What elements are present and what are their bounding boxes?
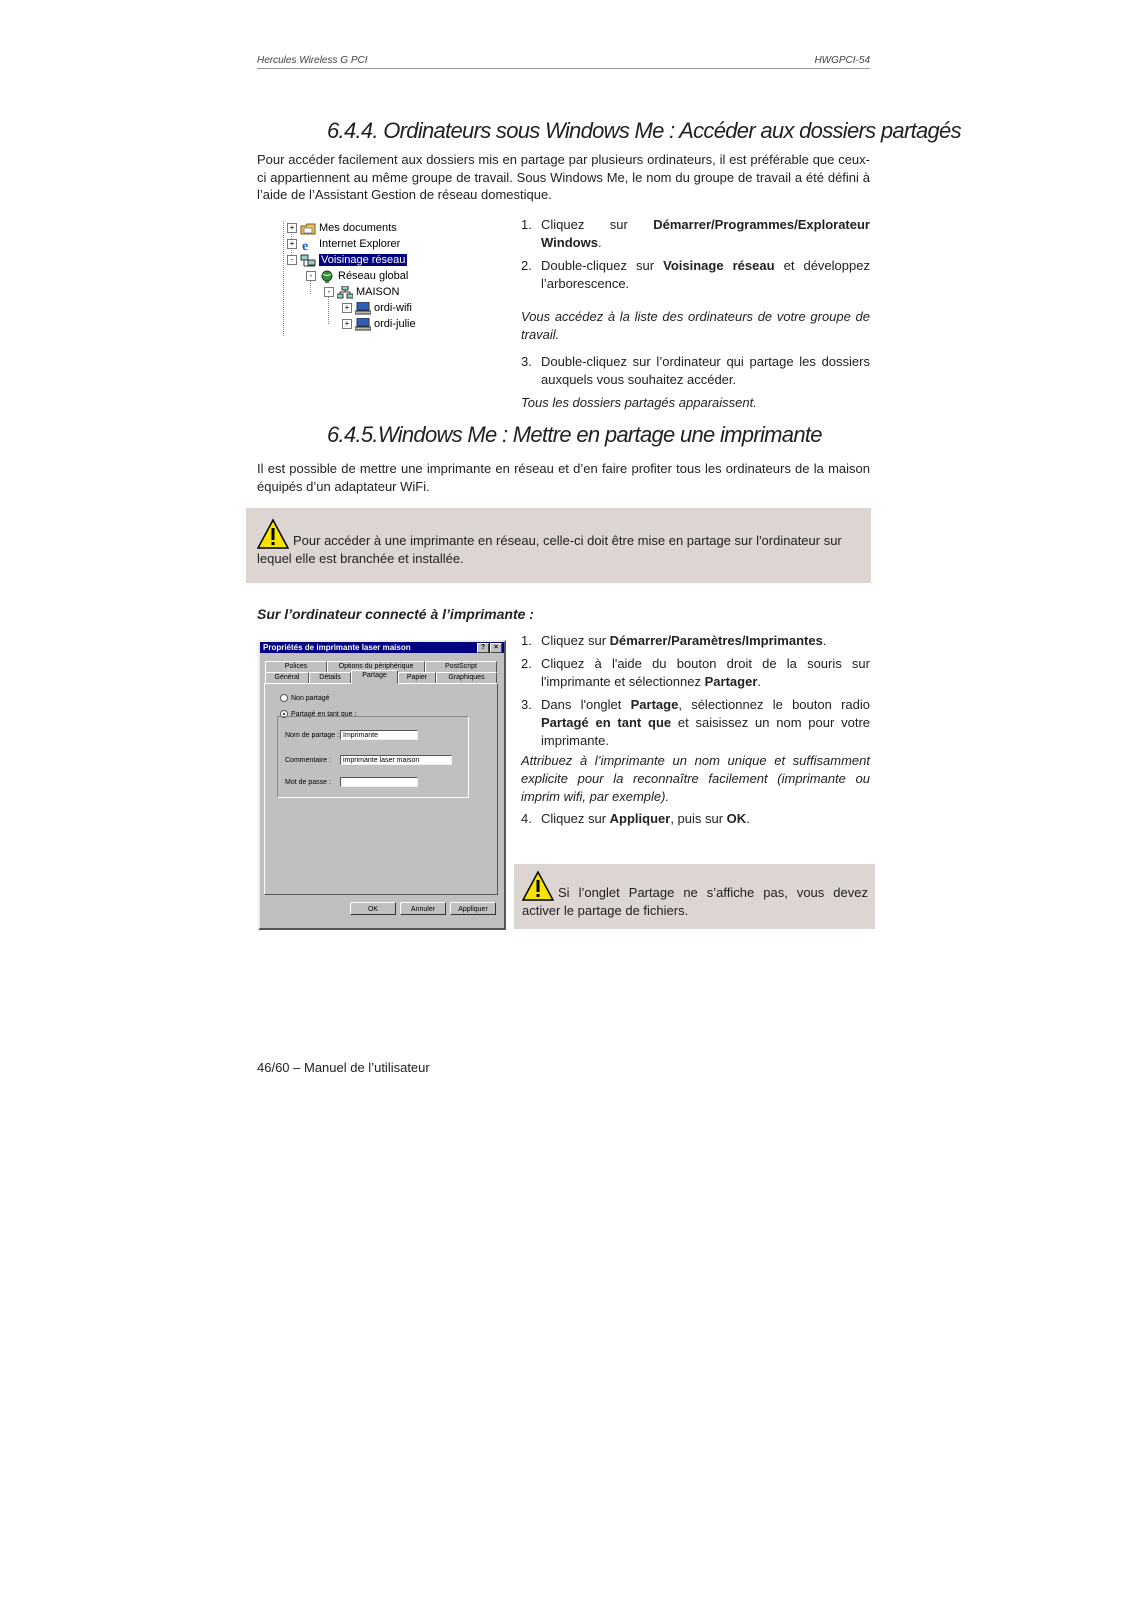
collapse-icon[interactable]: - xyxy=(306,271,316,281)
password-label: Mot de passe : xyxy=(285,779,331,786)
collapse-icon[interactable]: - xyxy=(287,255,297,265)
radio-icon xyxy=(280,694,288,702)
radio-shared-as[interactable]: Partagé en tant que : xyxy=(280,710,356,718)
section-title-644: 6.4.4. Ordinateurs sous Windows Me : Accéder aux dossiers partagés xyxy=(327,118,961,143)
tree-item-voisinage-reseau[interactable]: - Voisinage réseau xyxy=(287,253,407,268)
tab-postscript[interactable]: PostScript xyxy=(425,661,497,673)
folder-icon xyxy=(300,222,316,235)
network-icon xyxy=(300,254,316,267)
note-printer-name: Attribuez à l’imprimante un nom unique et suffisamment explicite pour la reconnaître facilement (imprimante ou imprim wifi, par exemple). xyxy=(521,753,870,804)
warning-icon xyxy=(522,870,554,902)
password-field[interactable] xyxy=(340,777,418,787)
list-item: 2. Double-cliquez sur Voisinage réseau et développez l’arborescence. xyxy=(521,258,870,291)
header-right: HWGPCI-54 xyxy=(814,55,870,66)
warning-icon xyxy=(257,518,289,550)
tab-options-peripherique[interactable]: Options du périphérique xyxy=(327,661,425,673)
share-name-field[interactable]: Imprimante xyxy=(340,730,418,740)
section2-intro: Il est possible de mettre une imprimante en réseau et d’en faire profiter tous les ordinateurs de la maison équipés d’un adaptateur WiFi. xyxy=(257,461,870,494)
explorer-tree-image xyxy=(283,221,433,336)
globe-icon xyxy=(319,270,335,283)
list-item: 3. Dans l'onglet Partage, sélectionnez le bouton radio Partagé en tant que et saisissez un nom pour votre imprimante. xyxy=(521,697,871,748)
tree-item-maison[interactable]: - MAISON xyxy=(324,285,399,300)
header-left: Hercules Wireless G PCI xyxy=(257,55,368,66)
workgroup-icon xyxy=(337,286,353,299)
list-item: 1. Cliquez sur Démarrer/Programmes/Explorateur Windows. xyxy=(521,217,870,250)
tree-item-reseau-global[interactable]: - Réseau global xyxy=(306,269,408,284)
comment-field[interactable]: imprimante laser maison xyxy=(340,755,452,765)
share-name-label: Nom de partage : xyxy=(285,732,340,739)
expand-icon[interactable]: + xyxy=(287,239,297,249)
warning-box-2 xyxy=(514,864,875,929)
warning-text-wrap xyxy=(257,518,857,568)
section2-steps-b xyxy=(521,810,870,828)
subheading-printer-computer: Sur l’ordinateur connecté à l’imprimante : xyxy=(257,606,534,622)
warning2-text: Si l’onglet Partage ne s’affiche pas, vous devez activer le partage de fichiers. xyxy=(522,885,868,918)
tree-item-ordi-wifi[interactable]: + ordi-wifi xyxy=(342,301,412,316)
list-item: 4. Cliquez sur Appliquer, puis sur OK. xyxy=(521,811,750,826)
radio-not-shared[interactable]: Non partagé xyxy=(280,694,330,702)
page-footer: 46/60 – Manuel de l’utilisateur xyxy=(257,1060,430,1075)
tree-item-mes-documents[interactable]: + Mes documents xyxy=(287,221,397,236)
section1-steps-b xyxy=(521,353,870,389)
header-divider xyxy=(257,68,870,69)
apply-button[interactable]: Appliquer xyxy=(450,902,496,915)
tab-panel xyxy=(264,683,498,895)
warning-box xyxy=(246,508,871,583)
tab-details[interactable]: Détails xyxy=(309,672,351,684)
tab-papier[interactable]: Papier xyxy=(398,672,436,684)
list-item: 1. Cliquez sur Démarrer/Paramètres/Imprimantes. xyxy=(521,633,827,648)
tab-polices[interactable]: Polices xyxy=(265,661,327,673)
computer-icon xyxy=(355,318,371,331)
section-title-645: 6.4.5.Windows Me : Mettre en partage une imprimante xyxy=(327,422,822,447)
tab-general[interactable]: Général xyxy=(265,672,309,684)
list-item: 3. Double-cliquez sur l’ordinateur qui partage les dossiers auxquels vous souhaitez accéder. xyxy=(521,354,870,387)
warning-text: Pour accéder à une imprimante en réseau, celle-ci doit être mise en partage sur l'ordinateur sur lequel elle est branchée et installée. xyxy=(257,533,842,566)
note-workgroup-list: Vous accédez à la liste des ordinateurs de votre groupe de travail. xyxy=(521,309,870,342)
expand-icon[interactable]: + xyxy=(287,223,297,233)
dialog-title: Propriétés de imprimante laser maison xyxy=(263,643,411,652)
section1-intro: Pour accéder facilement aux dossiers mis en partage par plusieurs ordinateurs, il est préférable que ceux-ci appartiennent au même groupe de travail. Sous Windows Me, le nom du groupe de travail a été défini à l’aide de l’Assistant Gestion de réseau domestique. xyxy=(257,152,870,202)
cancel-button[interactable]: Annuler xyxy=(400,902,446,915)
expand-icon[interactable]: + xyxy=(342,303,352,313)
tree-item-internet-explorer[interactable]: + e Internet Explorer xyxy=(287,237,400,252)
warning2-text-wrap xyxy=(522,870,868,920)
printer-properties-dialog xyxy=(258,640,506,930)
ie-icon xyxy=(300,238,316,251)
note-shared-folders: Tous les dossiers partagés apparaissent. xyxy=(521,395,757,410)
close-icon[interactable]: × xyxy=(490,643,502,653)
ok-button[interactable]: OK xyxy=(350,902,396,915)
svg-text:e: e xyxy=(302,238,309,251)
computer-icon xyxy=(355,302,371,315)
section2-steps-a xyxy=(521,632,870,750)
dialog-title-bar xyxy=(260,642,504,653)
tree-item-ordi-julie[interactable]: + ordi-julie xyxy=(342,317,416,332)
section1-steps-a xyxy=(521,216,870,293)
comment-label: Commentaire : xyxy=(285,757,331,764)
collapse-icon[interactable]: - xyxy=(324,287,334,297)
help-icon[interactable]: ? xyxy=(477,643,489,653)
expand-icon[interactable]: + xyxy=(342,319,352,329)
list-item: 2. Cliquez à l'aide du bouton droit de la souris sur l'imprimante et sélectionnez Partager. xyxy=(521,656,870,689)
tab-graphiques[interactable]: Graphiques xyxy=(436,672,497,684)
tab-partage[interactable]: Partage xyxy=(351,670,398,684)
